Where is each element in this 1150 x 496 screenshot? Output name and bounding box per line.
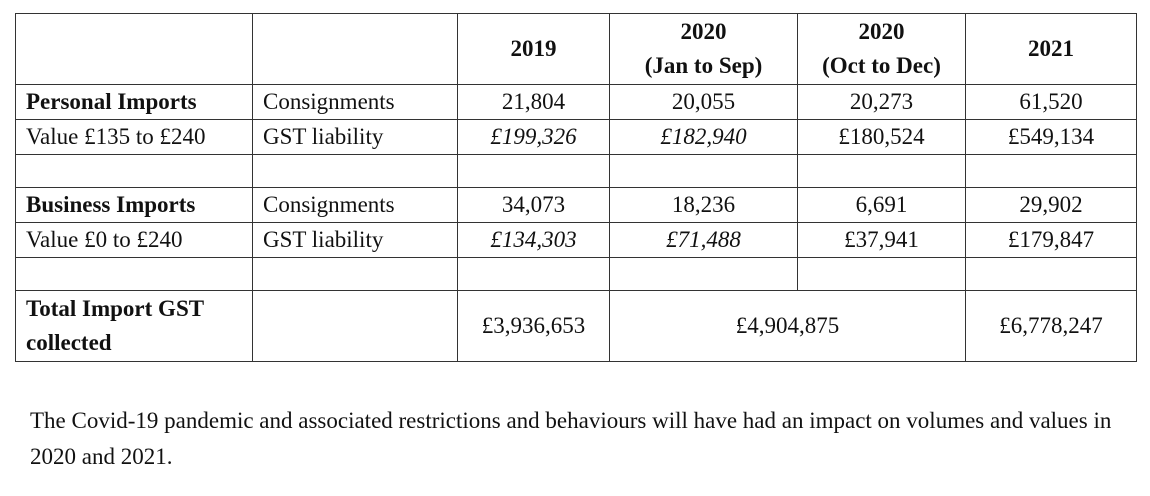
personal-consignments-2020a: 20,055	[610, 85, 798, 120]
personal-gst-row	[16, 120, 1137, 155]
header-empty-2	[253, 14, 458, 85]
personal-gst-2019: £199,326	[458, 120, 610, 155]
header-2021: 2021	[966, 14, 1137, 85]
spacer-cell	[253, 155, 458, 188]
business-consignments-2021: 29,902	[966, 188, 1137, 223]
business-gst-2020a: £71,488	[610, 223, 798, 258]
personal-gst-label: GST liability	[253, 120, 458, 155]
header-2020b-year: 2020	[858, 19, 905, 44]
personal-imports-label: Personal Imports	[16, 85, 253, 120]
header-2020-oct-dec	[798, 14, 966, 85]
personal-consignments-2020b: 20,273	[798, 85, 966, 120]
total-label-line1: Total Import GST	[26, 296, 205, 321]
personal-consignments-2019: 21,804	[458, 85, 610, 120]
spacer-cell	[458, 258, 610, 291]
total-gst-label	[16, 291, 253, 362]
personal-range-label: Value £135 to £240	[16, 120, 253, 155]
covid-note: The Covid-19 pandemic and associated restrictions and behaviours will have had an impact on volumes and values in 2020 and 2021.	[30, 408, 1112, 469]
personal-gst-2020a: £182,940	[610, 120, 798, 155]
spacer-row-2	[16, 258, 1137, 291]
header-2020b-period: (Oct to Dec)	[822, 53, 941, 78]
personal-consignments-row	[16, 85, 1137, 120]
header-2020a-year: 2020	[680, 19, 727, 44]
total-label-line2: collected	[26, 330, 112, 355]
business-gst-label: GST liability	[253, 223, 458, 258]
business-gst-2021: £179,847	[966, 223, 1137, 258]
spacer-row-1	[16, 155, 1137, 188]
business-imports-label: Business Imports	[16, 188, 253, 223]
spacer-cell	[798, 155, 966, 188]
business-consignments-2019: 34,073	[458, 188, 610, 223]
spacer-cell	[798, 258, 966, 291]
total-2019: £3,936,653	[458, 291, 610, 362]
header-2020a-period: (Jan to Sep)	[644, 53, 763, 78]
spacer-cell	[610, 258, 798, 291]
spacer-cell	[16, 258, 253, 291]
business-consignments-2020b: 6,691	[798, 188, 966, 223]
spacer-cell	[16, 155, 253, 188]
spacer-cell	[610, 155, 798, 188]
import-gst-table	[15, 13, 1137, 362]
header-2020-jan-sep	[610, 14, 798, 85]
business-consignments-row	[16, 188, 1137, 223]
total-row	[16, 291, 1137, 362]
header-2019: 2019	[458, 14, 610, 85]
business-range-label: Value £0 to £240	[16, 223, 253, 258]
total-2021: £6,778,247	[966, 291, 1137, 362]
header-row	[16, 14, 1137, 85]
total-2020: £4,904,875	[610, 291, 966, 362]
total-empty	[253, 291, 458, 362]
business-gst-2019: £134,303	[458, 223, 610, 258]
personal-gst-2020b: £180,524	[798, 120, 966, 155]
business-gst-row	[16, 223, 1137, 258]
spacer-cell	[458, 155, 610, 188]
personal-consignments-label: Consignments	[253, 85, 458, 120]
business-consignments-2020a: 18,236	[610, 188, 798, 223]
spacer-cell	[253, 258, 458, 291]
header-empty-1	[16, 14, 253, 85]
spacer-cell	[966, 258, 1137, 291]
personal-consignments-2021: 61,520	[966, 85, 1137, 120]
business-consignments-label: Consignments	[253, 188, 458, 223]
personal-gst-2021: £549,134	[966, 120, 1137, 155]
business-gst-2020b: £37,941	[798, 223, 966, 258]
spacer-cell	[966, 155, 1137, 188]
